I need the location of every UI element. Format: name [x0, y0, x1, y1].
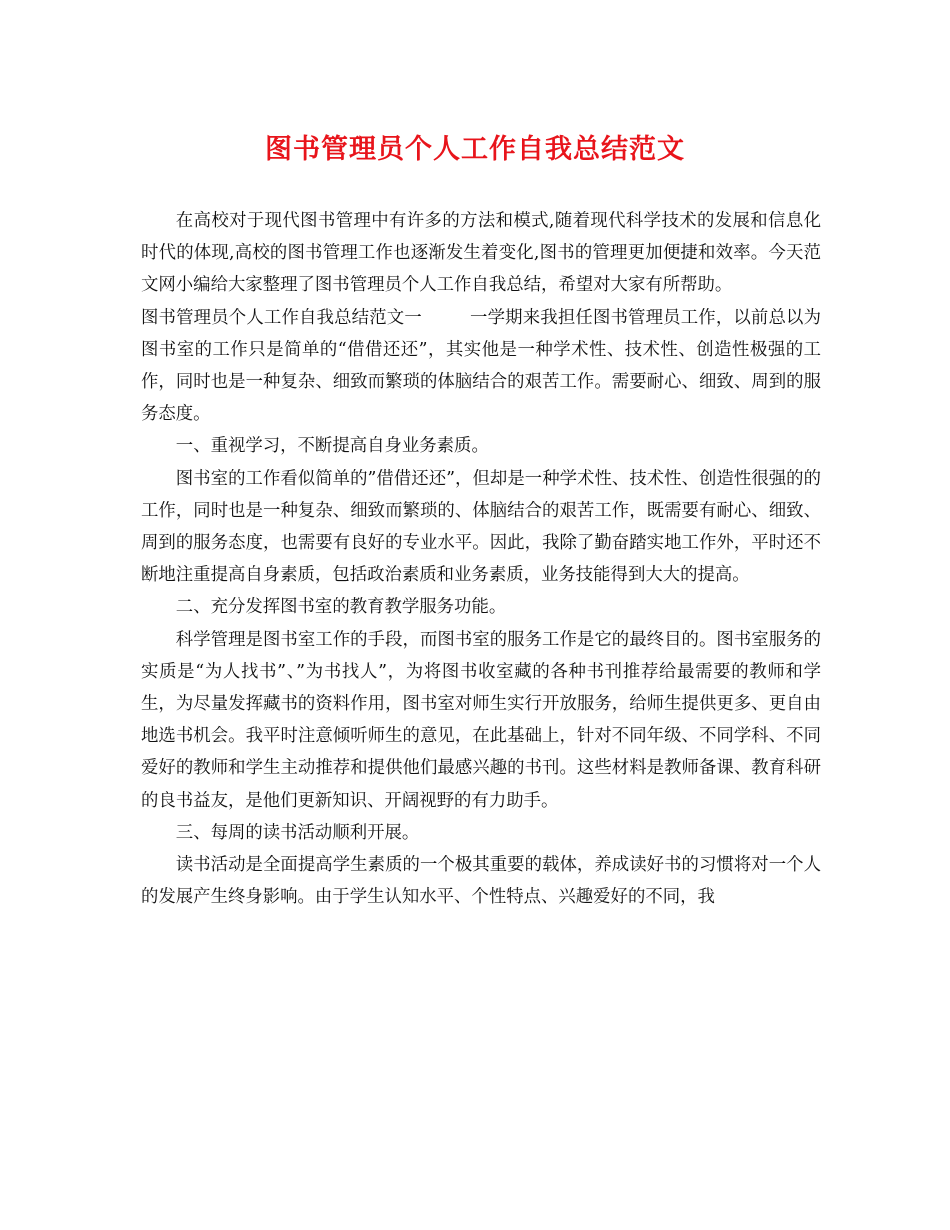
section-2-body: 科学管理是图书室工作的手段，而图书室的服务工作是它的最终目的。图书室服务的实质是“为人找书”、”为书找人”，为将图书收室藏的各种书刊推荐给最需要的教师和学生，为尽量发挥藏书的资料作用，图书室对师生实行开放服务，给师生提供更多、更自由地选书机会。我平时注意倾听师生的意见，在此基础上，针对不同年级、不同学科、不同爱好的教师和学生主动推荐和提供他们最感兴趣的书刊。这些材料是教师备课、教育科研的良书益友，是他们更新知识、开阔视野的有力助手。 [141, 629, 821, 811]
section-2-title: 二、充分发挥图书室的教育教学服务功能。 [175, 597, 507, 618]
section-1-title: 一、重视学习，不断提高自身业务素质。 [175, 436, 489, 457]
section-3-title: 三、每周的读书活动顺利开展。 [175, 822, 420, 843]
section-3-body: 读书活动是全面提高学生素质的一个极其重要的载体，养成读好书的习惯将对一个人的发展产生终身影响。由于学生认知水平、个性特点、兴趣爱好的不同，我 [141, 855, 821, 908]
document-body [141, 205, 821, 913]
paragraph-sample-1 [141, 302, 821, 431]
document-title: 图书管理员个人工作自我总结范文 [265, 134, 685, 165]
paragraph-intro: 在高校对于现代图书管理中有许多的方法和模式,随着现代科学技术的发展和信息化时代的体现,高校的图书管理工作也逐渐发生着变化,图书的管理更加便捷和效率。今天范文网小编给大家整理了图书管理员个人工作自我总结，希望对大家有所帮助。 [141, 211, 821, 296]
sample-heading: 图书管理员个人工作自我总结范文一 [141, 307, 422, 328]
sample-1-text: 一学期来我担任图书管理员工作，以前总以为图书室的工作只是简单的“借借还还”，其实他是一种学术性、技术性、创造性极强的工作，同时也是一种复杂、细致而繁琐的体脑结合的艰苦工作。需要耐心、细致、周到的服务态度。 [141, 307, 821, 425]
section-1-body: 图书室的工作看似简单的”借借还还”，但却是一种学术性、技术性、创造性很强的的工作，同时也是一种复杂、细致而繁琐的、体脑结合的艰苦工作，既需要有耐心、细致、周到的服务态度，也需要有良好的专业水平。因此，我除了勤奋踏实地工作外，平时还不断地注重提高自身素质，包括政治素质和业务素质，业务技能得到大大的提高。 [141, 468, 821, 586]
